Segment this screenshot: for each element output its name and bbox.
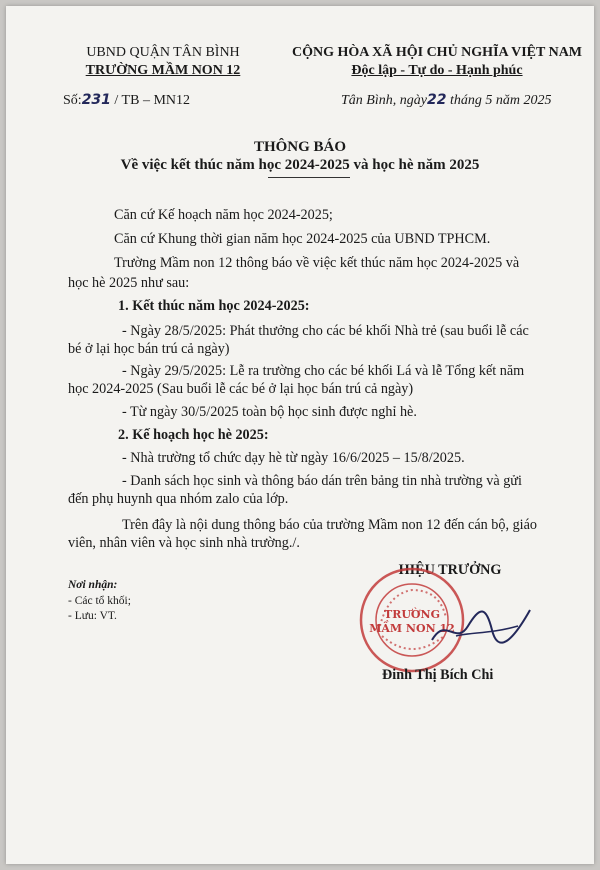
recipient-item: - Các tổ khối; <box>68 595 131 607</box>
basis-2: Căn cứ Khung thời gian năm học 2024-2025 của UBND TPHCM. <box>114 231 491 247</box>
date-suffix: tháng 5 năm 2025 <box>449 93 552 108</box>
s2-item-1: - Nhà trường tổ chức dạy hè từ ngày 16/6/2025 – 15/8/2025. <box>122 450 465 466</box>
org-line-2: TRƯỜNG MẦM NON 12 <box>85 63 241 78</box>
s2-item-2-line-1: - Danh sách học sinh và thông báo dán trên bảng tin nhà trường và gửi <box>122 473 522 489</box>
closing-line-1: Trên đây là nội dung thông báo của trường Mầm non 12 đến cán bộ, giáo <box>122 517 537 533</box>
org-line-1: UBND QUẬN TÂN BÌNH <box>86 45 240 60</box>
s1-item-1-line-2: bé ở lại học bán trú cả ngày) <box>68 341 230 357</box>
country-line-2: Độc lập - Tự do - Hạnh phúc <box>351 63 523 78</box>
date-day-handwritten: 22 <box>426 92 447 108</box>
document-date <box>341 92 551 109</box>
s1-item-1-line-1: - Ngày 28/5/2025: Phát thưởng cho các bé khối Nhà trẻ (sau buổi lễ các <box>122 323 529 339</box>
doc-number-suffix: / TB – MN12 <box>114 93 191 108</box>
document-subject: Về việc kết thúc năm học 2024-2025 và học hè năm 2025 <box>120 157 480 173</box>
handwritten-signature <box>426 596 536 656</box>
intro-line-2: học hè 2025 như sau: <box>68 275 190 291</box>
signer-name: Đinh Thị Bích Chi <box>382 667 494 683</box>
closing-line-2: viên, nhân viên và học sinh nhà trường./. <box>68 535 300 551</box>
doc-number-handwritten: 231 <box>81 92 111 108</box>
issuing-organization <box>48 44 278 80</box>
date-prefix: Tân Bình, ngày <box>341 93 427 108</box>
country-line-1: CỘNG HÒA XÃ HỘI CHỦ NGHĨA VIỆT NAM <box>292 45 583 60</box>
basis-1: Căn cứ Kế hoạch năm học 2024-2025; <box>114 207 333 223</box>
s1-item-2-line-1: - Ngày 29/5/2025: Lễ ra trường cho các bé khối Lá và lễ Tổng kết năm <box>122 363 525 379</box>
s1-item-3: - Từ ngày 30/5/2025 toàn bộ học sinh được nghỉ hè. <box>122 404 417 420</box>
signer-position: HIỆU TRƯỞNG <box>398 562 502 578</box>
document-title: THÔNG BÁO <box>253 139 347 155</box>
document-page <box>6 6 594 864</box>
recipient-item: - Lưu: VT. <box>68 610 117 622</box>
seal-text-line-1: TRƯỜNG <box>384 608 440 621</box>
s1-item-2-line-2: học 2024-2025 (Sau buổi lễ các bé ở lại học bán trú cả ngày) <box>68 381 414 397</box>
intro-line-1: Trường Mầm non 12 thông báo về việc kết thúc năm học 2024-2025 và <box>114 255 520 271</box>
seal-text-line-2: MẦM NON 12 <box>369 622 455 635</box>
recipients-title: Nơi nhận: <box>68 579 118 591</box>
subject-underline <box>268 177 350 178</box>
document-number <box>63 92 190 109</box>
section-2-heading: 2. Kế hoạch học hè 2025: <box>118 427 269 443</box>
national-heading <box>292 44 582 80</box>
section-1-heading: 1. Kết thúc năm học 2024-2025: <box>118 298 310 314</box>
s2-item-2-line-2: đến phụ huynh qua nhóm zalo của lớp. <box>68 491 289 507</box>
doc-number-prefix: Số: <box>63 93 82 108</box>
